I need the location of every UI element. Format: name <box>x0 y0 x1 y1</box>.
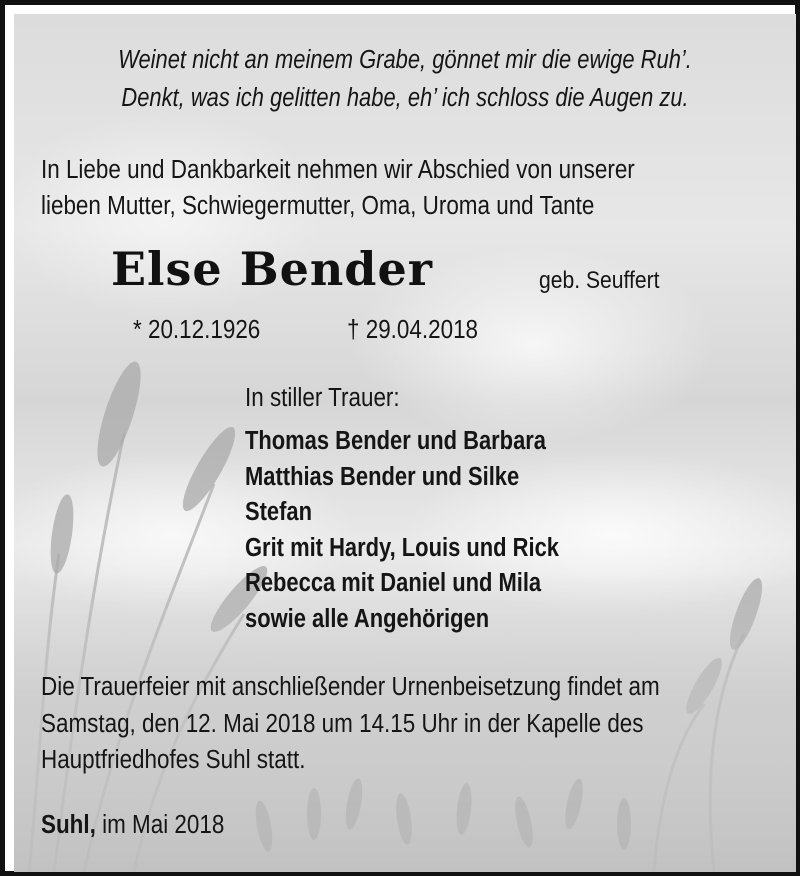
mourner-entry: Thomas Bender und Barbara <box>245 427 546 455</box>
obituary-card <box>14 14 796 872</box>
mourner-entry: Stefan <box>245 498 313 526</box>
mourner-entry: Matthias Bender und Silke <box>245 462 520 491</box>
maiden-name: geb. Seuffert <box>539 267 660 294</box>
death-date: † 29.04.2018 <box>347 316 479 344</box>
mourners-list <box>245 424 559 637</box>
funeral-notice <box>41 669 660 779</box>
funeral-notice-line-3: Hauptfriedhofes Suhl statt. <box>41 746 306 774</box>
funeral-notice-line-1: Die Trauerfeier mit anschließender Urnenbeisetzung findet am <box>41 673 660 701</box>
place-name: Suhl, <box>41 811 96 839</box>
farewell-intro-line-1: In Liebe und Dankbarkeit nehmen wir Abschied von unserer <box>41 156 635 184</box>
memorial-verse-line-2: Denkt, was ich gelitten habe, eh’ ich schloss die Augen zu. <box>121 84 689 112</box>
farewell-intro <box>41 152 635 224</box>
deceased-name: Else Bender <box>111 242 433 296</box>
memorial-verse-line-1: Weinet nicht an meinem Grabe, gönnet mir die ewige Ruh’. <box>118 46 692 74</box>
memorial-verse <box>69 41 742 117</box>
farewell-intro-line-2: lieben Mutter, Schwiegermutter, Oma, Uroma und Tante <box>41 192 595 220</box>
mourner-entry: Rebecca mit Daniel und Mila <box>245 569 542 597</box>
notice-date: im Mai 2018 <box>102 811 225 839</box>
mourner-entry: sowie alle Angehörigen <box>245 604 490 633</box>
birth-date: * 20.12.1926 <box>133 316 261 344</box>
funeral-notice-line-2: Samstag, den 12. Mai 2018 um 14.15 Uhr in der Kapelle des <box>41 709 644 738</box>
mourning-label: In stiller Trauer: <box>245 384 400 412</box>
mourner-entry: Grit mit Hardy, Louis und Rick <box>245 533 559 562</box>
place-and-date <box>41 811 224 840</box>
